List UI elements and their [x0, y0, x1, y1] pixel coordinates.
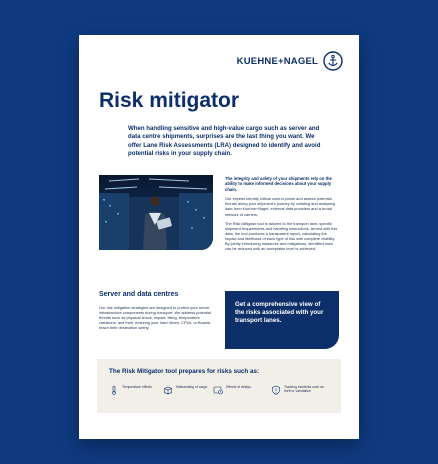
risk-label: Effects of delays [226, 385, 251, 389]
risk-item [109, 385, 156, 395]
details-paragraph: The Risk Mitigator tool is tailored to the transport lane, specific shipment requirements and handling instructions. Armed with this data, the tool produces a transparent report, calculating the impact and likelihood of each type of risk with complete visibility. By jointly introducing measures and mitigations, identified risks can be reduced until an acceptable level is achieved. [225, 220, 338, 252]
risk-item [163, 385, 210, 395]
section-title: Server and data centres [99, 291, 179, 298]
data-centre-photo [99, 175, 213, 250]
risk-label: Tracking incidents such as theft or vandalism [284, 385, 324, 394]
intro-text: When handling sensitive and high-value cargo such as server and data centre shipments, surprises are the last thing you want. We offer Lane Risk Assessments (LRA) designed to identify and avoid potential risks in your supply chain. [128, 125, 321, 158]
risk-label: Temperature effects [122, 385, 152, 389]
details-paragraph: Our experts identify critical control points and assess potential threats along your shipment's journey by collating and analysing data from Kuehne+Nagel, external data providers and a broad network of carriers. [225, 196, 336, 217]
brand-logo [237, 51, 343, 71]
brand-name: KUEHNE+NAGEL [236, 55, 318, 67]
data-centre-image [99, 175, 213, 250]
risk-label: Mishandling of cargo [176, 385, 208, 389]
details-column [225, 176, 339, 255]
anchor-icon [323, 51, 343, 71]
cargo-box-icon [163, 385, 173, 395]
section-body: Our risk mitigation strategies are designed to protect your server infrastructure components during transport. We address potential threats such as physical shock, impact, tilting, temperature variations, and theft, ensuring your hard drives, CPUs, or Boards reach their destination safely. [99, 305, 211, 331]
risk-band-title: The Risk Mitigator tool prepares for risks such as: [109, 368, 260, 375]
page-title: Risk mitigator [99, 89, 240, 112]
thermometer-icon [109, 385, 119, 395]
cta-text: Get a comprehensive view of the risks associated with your transport lanes. [235, 301, 324, 325]
cta-panel [225, 291, 339, 349]
shield-alert-icon [271, 385, 281, 395]
risk-item [271, 385, 330, 395]
brochure-page [79, 35, 359, 439]
clock-icon [213, 385, 223, 395]
risk-band [97, 359, 341, 413]
risk-item [213, 385, 260, 395]
details-lead: The integrity and safety of your shipments rely on the ability to make informed decisions about your supply chain. [225, 176, 332, 192]
